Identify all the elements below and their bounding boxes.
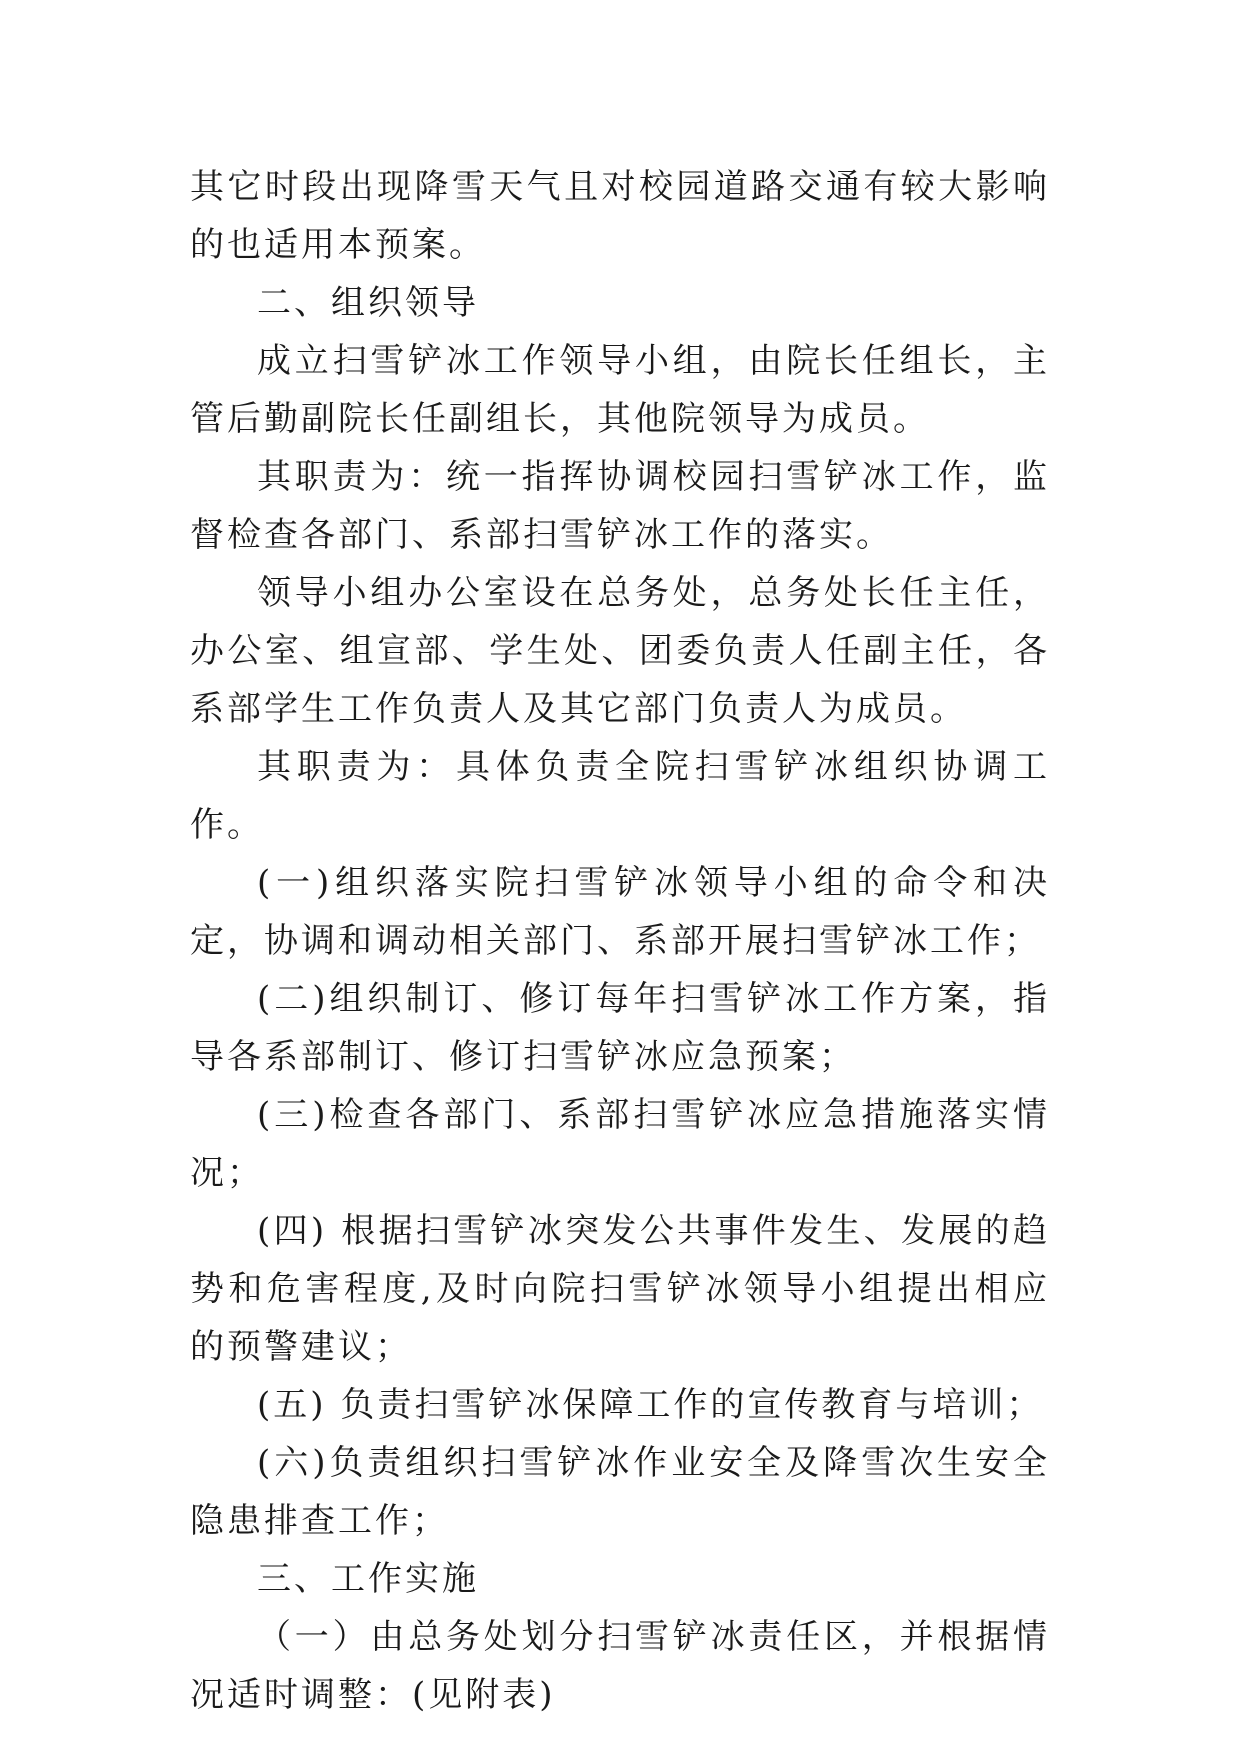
list-item: (五) 负责扫雪铲冰保障工作的宣传教育与培训； [257, 1385, 1044, 1425]
document-page [190, 158, 1050, 1724]
paragraph: 其职责为：统一指挥协调校园扫雪铲冰工作，监督检查各部门、系部扫雪铲冰工作的落实。 [190, 457, 1050, 555]
list-item: （一）由总务处划分扫雪铲冰责任区，并根据情况适时调整：(见附表) [190, 1617, 1050, 1715]
list-item: (二)组织制订、修订每年扫雪铲冰工作方案，指导各系部制订、修订扫雪铲冰应急预案； [190, 979, 1050, 1077]
list-item: (六)负责组织扫雪铲冰作业安全及降雪次生安全隐患排查工作； [190, 1443, 1050, 1541]
list-item: (三)检查各部门、系部扫雪铲冰应急措施落实情况； [190, 1095, 1050, 1193]
section-heading-organization: 二、组织领导 [257, 283, 479, 323]
paragraph: 成立扫雪铲冰工作领导小组，由院长任组长，主管后勤副院长任副组长，其他院领导为成员。 [190, 341, 1050, 439]
list-item: (一)组织落实院扫雪铲冰领导小组的命令和决定，协调和调动相关部门、系部开展扫雪铲冰工作； [190, 863, 1050, 961]
list-item: (四) 根据扫雪铲冰突发公共事件发生、发展的趋势和危害程度,及时向院扫雪铲冰领导小组提出相应的预警建议； [190, 1211, 1050, 1367]
paragraph-continuation: 其它时段出现降雪天气且对校园道路交通有较大影响的也适用本预案。 [190, 167, 1050, 265]
section-heading-implementation: 三、工作实施 [257, 1559, 479, 1599]
paragraph: 领导小组办公室设在总务处，总务处长任主任，办公室、组宣部、学生处、团委负责人任副主任，各系部学生工作负责人及其它部门负责人为成员。 [190, 573, 1050, 729]
paragraph: 其职责为：具体负责全院扫雪铲冰组织协调工作。 [190, 747, 1050, 845]
